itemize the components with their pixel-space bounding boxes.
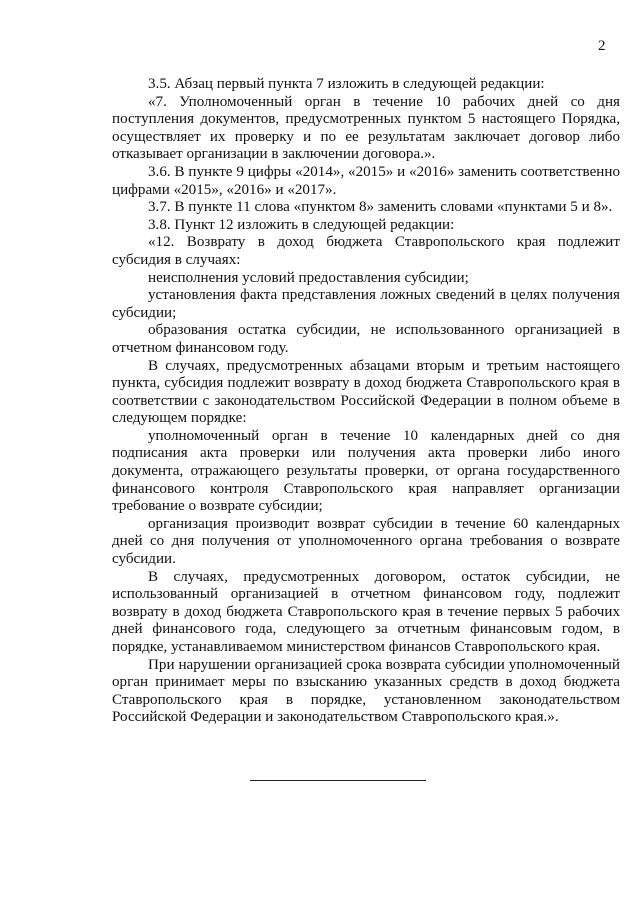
paragraph-case-false-info: установления факта представления ложных сведений в целях получения субсидии; — [112, 287, 620, 321]
document-body — [112, 76, 620, 727]
page-number: 2 — [598, 38, 606, 54]
paragraph-organization-return: организация производит возврат субсидии в течение 60 календарных дней со дня получения от уполномоченного органа требования о возврате субсидии. — [112, 515, 620, 568]
paragraph-3-7: 3.7. В пункте 11 слова «пунктом 8» заменить словами «пунктами 5 и 8». — [148, 199, 613, 216]
paragraph-3-6: 3.6. В пункте 9 цифры «2014», «2015» и «2016» заменить соответственно цифрами «2015», «2016» и «2017». — [112, 163, 620, 198]
paragraph-authority-demand: уполномоченный орган в течение 10 календарных дней со дня подписания акта проверки или получения акта проверки либо иного документа, отражающего результаты проверки, от органа государственного финансового контроля Ставропольского края направляет организации требование о возврате субсидии; — [112, 427, 620, 515]
paragraph-case-remainder: образования остатка субсидии, не использованного организацией в отчетном финансовом году. — [112, 322, 620, 356]
paragraph-return-procedure: В случаях, предусмотренных абзацами вторым и третьим настоящего пункта, субсидия подлежит возврату в доход бюджета Ставропольского края в соответствии с законодательством Российской Федерации в полном объеме в следующем порядке: — [112, 357, 620, 427]
paragraph-item-7-text: «7. Уполномоченный орган в течение 10 рабочих дней со дня поступления документов, предусмотренных пунктом 5 настоящего Порядка, осуществляет их проверку и по ее результатам заключает договор либо отказывает организации в заключении договора.». — [112, 93, 620, 163]
paragraph-contract-remainder: В случаях, предусмотренных договором, остаток субсидии, не использованный организацией в отчетном финансовом году, подлежит возврату в доход бюджета Ставропольского края в течение первых 5 рабочих дней финансового года, следующего за отчетным финансовым годом, в порядке, устанавливаемом министерством финансов Ставропольского края. — [112, 568, 620, 655]
end-divider-line — [250, 780, 426, 781]
paragraph-3-8: 3.8. Пункт 12 изложить в следующей редакции: — [148, 216, 455, 233]
paragraph-violation-measures: При нарушении организацией срока возврата субсидии уполномоченный орган принимает меры по взысканию указанных средств в доход бюджета Ставропольского края в порядке, установленном законодательством Российской Федерации и законодательством Ставропольского края.». — [112, 656, 620, 726]
paragraph-case-nonfulfillment: неисполнения условий предоставления субсидии; — [148, 269, 469, 286]
paragraph-3-5: 3.5. Абзац первый пункта 7 изложить в следующей редакции: — [148, 76, 545, 92]
paragraph-item-12-intro: «12. Возврату в доход бюджета Ставропольского края подлежит субсидия в случаях: — [112, 234, 620, 268]
